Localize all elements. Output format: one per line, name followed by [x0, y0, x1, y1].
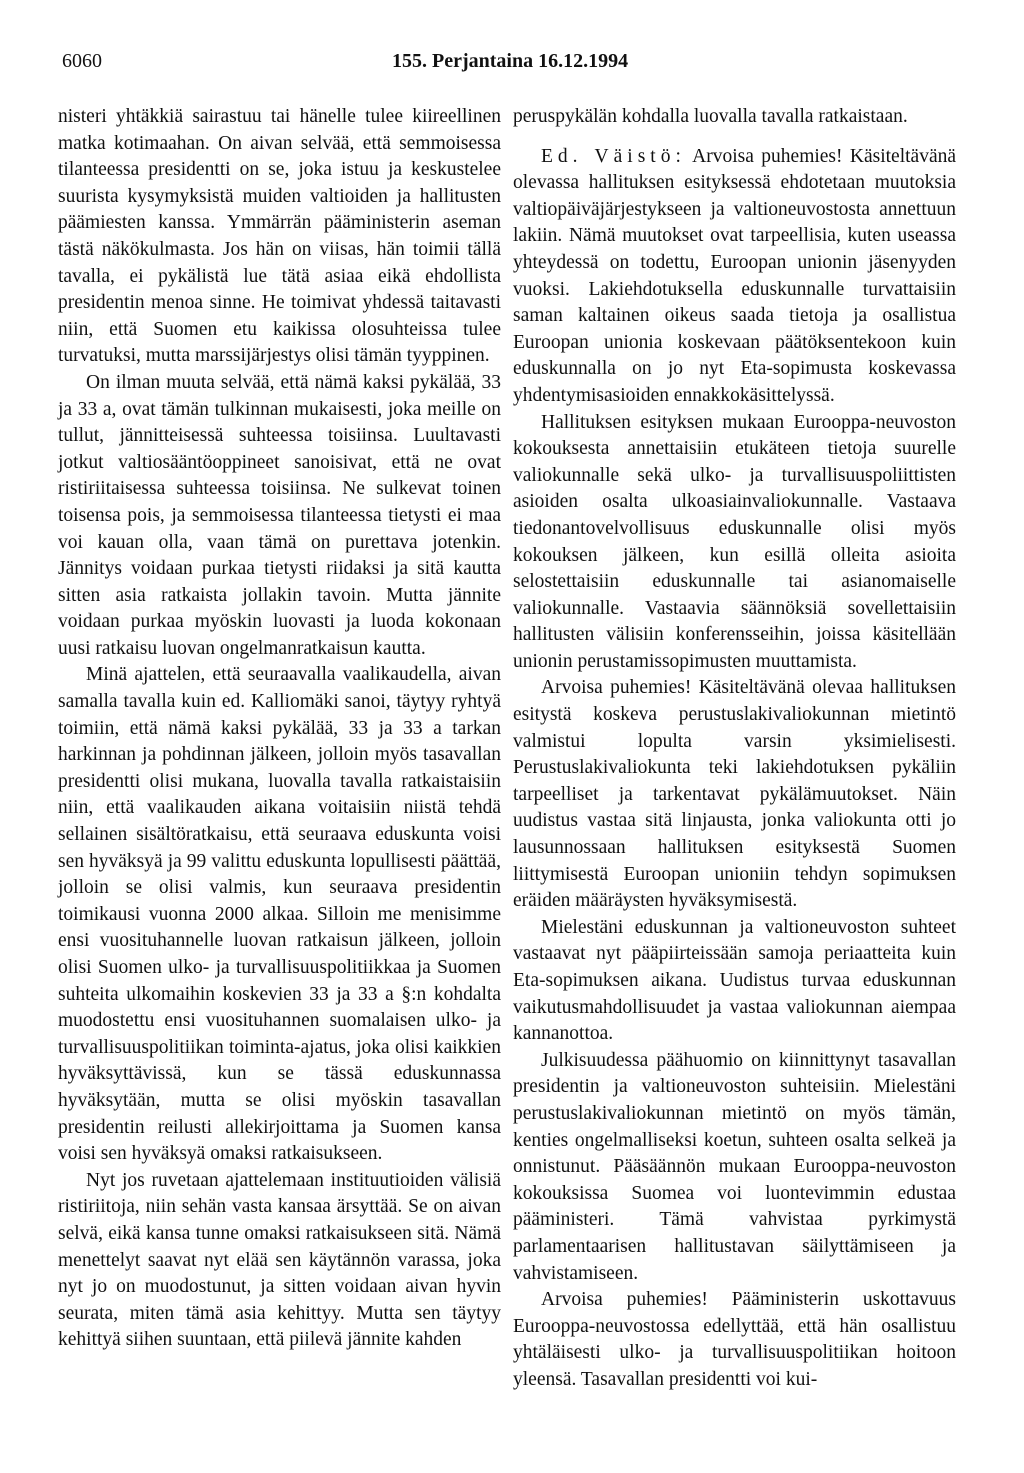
speaker-name: Ed. Väistö:	[541, 145, 686, 167]
speaker-paragraph	[513, 144, 956, 410]
paragraph: Hallituksen esityksen mukaan Eurooppa-neuvoston kokouksesta annettaisiin etukäteen tietoja suurelle valiokunnalle sekä ulko- ja turvallisuuspoliittisten asioiden osalta ulkoasiainvaliokunnalle. Vastaava tiedonantovelvollisuus eduskunnalle olisi myös kokouksen jälkeen, kun esillä olleita asioita selostettaisiin eduskunnalle tai asianomaiselle valiokunnalle. Vastaavia säännöksiä sovellettaisiin hallitusten välisiin konferensseihin, joissa käsitellään unionin perustamissopimusten muuttamista.	[513, 411, 956, 672]
paragraph: Mielestäni eduskunnan ja valtioneuvoston suhteet vastaavat nyt pääpiirteissään samoja periaatteita kuin Eta-sopimuksen aikana. Uudistus turvaa eduskunnan vaikutusmahdollisuudet ja vastaa valiokunnan aiempaa kannanottoa.	[513, 916, 956, 1045]
session-title: 155. Perjantaina 16.12.1994	[392, 50, 629, 72]
left-column	[58, 104, 501, 1354]
paragraph: Arvoisa puhemies! Käsiteltävänä olevaa hallituksen esitystä koskeva perustuslakivaliokunnan mietintö valmistui lopulta varsin yksimielisesti. Perustuslakivaliokunta teki lakiehdotuksen pykäliin tarpeelliset ja tarkentavat pykälämuutokset. Näin uudistus vastaa sitä linjausta, jonka valiokunta otti jo lausunnossaan hallituksen esityksestä Suomen liittymisestä Euroopan unioniin tehdyn sopimuksen eräiden määräysten hyväksymisestä.	[513, 677, 956, 912]
speaker-text: Arvoisa puhemies! Käsiteltävänä olevassa hallituksen esityksessä ehdotetaan muutoksia valtiopäiväjärjestykseen ja valtioneuvostosta annettuun lakiin. Nämä muutokset ovat tarpeellisia, kuten useassa yhteydessä on todettu, Euroopan unionin jäsenyyden vuoksi. Lakiehdotuksella eduskunnalle turvattaisiin saman kaltainen oikeus saada tietoja ja osallistua Euroopan unionia koskevaan päätöksentekoon kuin eduskunnalla on jo nyt Eta-sopimusta koskevassa yhdentymisasioiden ennakkokäsittelyssä.	[513, 145, 956, 406]
paragraph: On ilman muuta selvää, että nämä kaksi pykälää, 33 ja 33 a, ovat tämän tulkinnan mukaisesti, joka meille on tullut, jännitteisessä suhteessa toisiinsa. Luultavasti jotkut valtiosääntöoppineet sanoisivat, että ne ovat ristiriitaisessa suhteessa toisiinsa. Ne sulkevat toinen toisensa pois, ja semmoisessa tilanteessa tietysti ei maa voi kauan olla, vaan tämä on purettava jotenkin. Jännitys voidaan purkaa tietysti riidaksi ja sitä kautta sitten asia ratkaista jollakin tavoin. Mutta jännite voidaan purkaa myöskin luovasti ja luoda kokonaan uusi ratkaisu luovan ongelmanratkaisun kautta.	[58, 371, 501, 659]
paragraph: Arvoisa puhemies! Pääministerin uskottavuus Eurooppa-neuvostossa edellyttää, että hän osallistuu yhtäläisesti ulko- ja turvallisuuspolitiikan hoitoon yleensä. Tasavallan presidentti voi kui-	[513, 1289, 956, 1390]
page-header	[62, 50, 962, 80]
paragraph: Minä ajattelen, että seuraavalla vaalikaudella, aivan samalla tavalla kuin ed. Kalliomäki sanoi, täytyy ryhtyä toimiin, että nämä kaksi pykälää, 33 ja 33 a tarkan harkinnan ja pohdinnan jälkeen, jolloin myös tasavallan presidentti olisi mukana, luovalla tavalla ratkaistaisiin niin, että vaalikauden aikana voitaisiin niistä tehdä sellainen sisältöratkaisu, että seuraava eduskunta voisi sen hyväksyä ja 99 valittu eduskunta lopullisesti päättää, jolloin se olisi valmis, kun seuraava presidentin toimikausi vuonna 2000 alkaa. Silloin me menisimme ensi vuosituhannelle luovan ratkaisun jälkeen, jolloin olisi Suomen ulko- ja turvallisuuspolitiikkaa ja Suomen suhteita ulkomaihin koskevien 33 ja 33 a §:n kohdalta muodostettu ensi vuosituhannen suomalaisen ulko- ja turvallisuuspolitiikan toiminta-ajatus, joka olisi kaikkien hyväksyttävissä, kun se tässä eduskunnassa hyväksytään, mutta se olisi myöskin tasavallan presidentin reilusti allekirjoittama ja Suomen kansa voisi sen hyväksyä omaksi ratkaisukseen.	[58, 664, 501, 1165]
paragraph: Julkisuudessa päähuomio on kiinnittynyt tasavallan presidentin ja valtioneuvoston suhteisiin. Mielestäni perustuslakivaliokunnan mietintö on myös tämän, kenties ongelmalliseksi koetun, suhteen osalta selkeä ja onnistunut. Pääsäännön mukaan Eurooppa-neuvoston kokouksissa Suomea voi luontevimmin edustaa pääministeri. Tämä vahvistaa pyrkimystä parlamentaarisen hallitustavan säilyttämiseen ja vahvistamiseen.	[513, 1049, 956, 1284]
paragraph: nisteri yhtäkkiä sairastuu tai hänelle tulee kiireellinen matka kotimaahan. On aivan selvää, että semmoisessa tilanteessa presidentti on se, joka istuu ja keskustelee suurista kysymyksistä muiden valtioiden ja hallitusten päämiesten kanssa. Ymmärrän pääministerin aseman tästä näkökulmasta. Jos hän on viisas, hän toimii tällä tavalla, ei pykälistä lue tätä asiaa eikä ehdollista presidentin menoa sinne. He toimivat yhdessä taitavasti niin, että Suomen etu kaikissa olosuhteissa tulee turvatuksi, mutta marssijärjestys olisi tämän tyyppinen.	[58, 106, 501, 367]
paragraph-intro: peruspykälän kohdalla luovalla tavalla ratkaistaan.	[513, 106, 908, 127]
right-column	[513, 104, 956, 1394]
page-number: 6060	[62, 50, 102, 72]
paragraph: Nyt jos ruvetaan ajattelemaan instituutioiden välisiä ristiriitoja, niin sehän vasta kansaa ärsyttää. Se on aivan selvä, eikä kansa tunne omaksi ratkaisukseen sitä. Nämä menettelyt saavat nyt elää sen käytännön varassa, joka nyt jo on muodostunut, ja sitten voidaan aivan hyvin seurata, miten tämä asia kehittyy. Mutta sen täytyy kehittyä siihen suuntaan, että piilevä jännite kahden	[58, 1169, 501, 1351]
